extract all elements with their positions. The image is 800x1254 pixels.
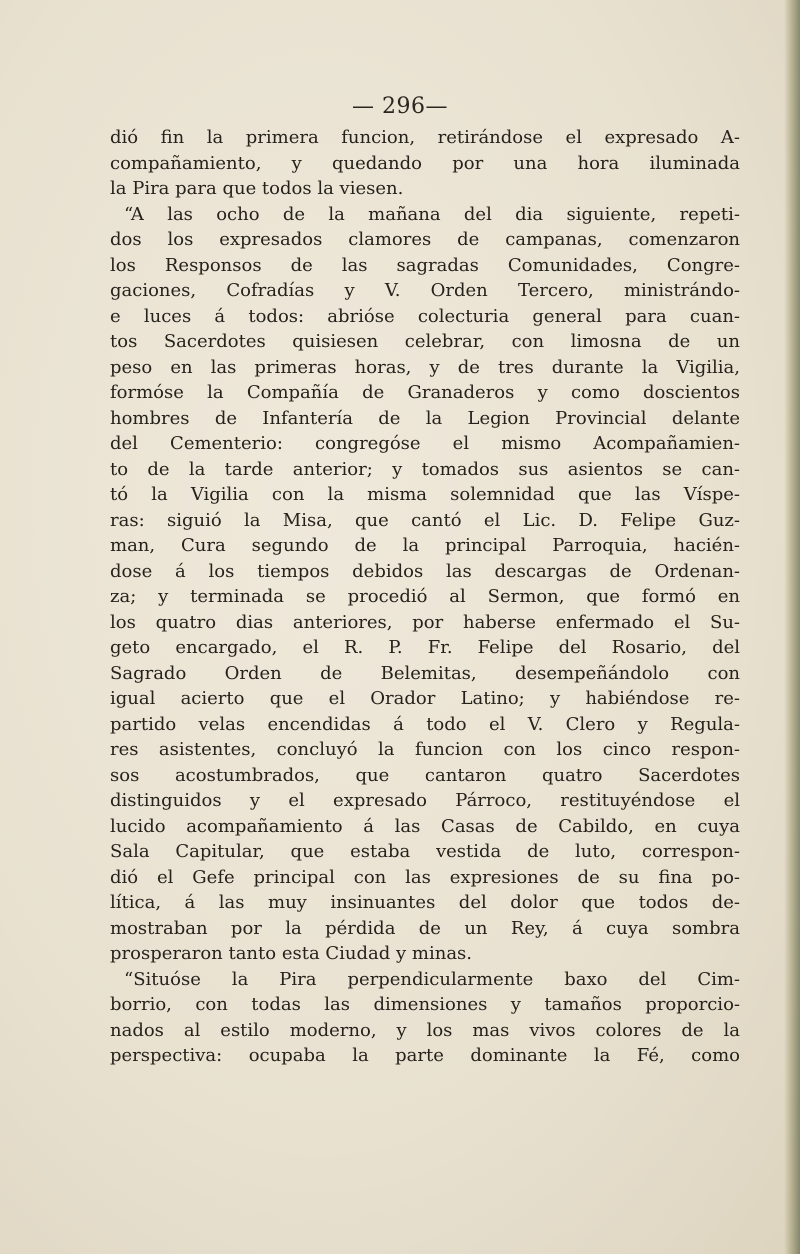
text-line: compañamiento, y quedando por una hora iluminada [110, 152, 740, 174]
text-line: peso en las primeras horas, y de tres durante la Vigilia, [110, 356, 740, 378]
text-line: za; y terminada se procedió al Sermon, que formó en [110, 586, 740, 607]
text-line: Sagrado Orden de Belemitas, desempeñándolo con [110, 662, 740, 684]
text-line: los quatro dias anteriores, por haberse enfermado el Su- [110, 611, 740, 633]
text-line: dió fin la primera funcion, retirándose el expresado A- [110, 127, 740, 148]
text-line: Sala Capitular, que estaba vestida de luto, correspon- [110, 841, 740, 862]
page-number: — 296— [352, 94, 448, 119]
text-line: borrio, con todas las dimensiones y tamaños proporcio- [110, 994, 740, 1015]
text-line: tó la Vigilia con la misma solemnidad que las Víspe- [110, 484, 740, 505]
text-line: to de la tarde anterior; y tomados sus asientos se can- [110, 458, 740, 480]
text-line: partido velas encendidas á todo el V. Clero y Regula- [110, 713, 740, 735]
text-line: dose á los tiempos debidos las descargas de Ordenan- [110, 560, 740, 582]
text-line: hombres de Infantería de la Legion Provincial delante [110, 407, 740, 429]
text-line: prosperaron tanto esta Ciudad y minas. [110, 943, 473, 964]
text-line: la Pira para que todos la viesen. [110, 178, 404, 199]
text-line: perspectiva: ocupaba la parte dominante la Fé, como [110, 1045, 740, 1066]
body-text [110, 125, 740, 1069]
text-line: del Cementerio: congregóse el mismo Acompañamien- [110, 433, 740, 454]
text-line: res asistentes, concluyó la funcion con los cinco respon- [110, 739, 740, 760]
text-line: los Responsos de las sagradas Comunidades, Congre- [110, 254, 740, 276]
text-line: geto encargado, el R. P. Fr. Felipe del Rosario, del [110, 637, 740, 658]
text-line: formóse la Compañía de Granaderos y como doscientos [110, 382, 740, 403]
text-line: lucido acompañamiento á las Casas de Cabildo, en cuya [110, 815, 740, 837]
text-line: distinguidos y el expresado Párroco, restituyéndose el [110, 790, 740, 811]
text-line: dió el Gefe principal con las expresiones de su fina po- [110, 866, 740, 888]
text-line: “Situóse la Pira perpendicularmente baxo del Cim- [124, 968, 740, 990]
text-line: dos los expresados clamores de campanas, comenzaron [110, 229, 740, 250]
text-line: nados al estilo moderno, y los mas vivos colores de la [110, 1019, 740, 1041]
text-line: lítica, á las muy insinuantes del dolor que todos de- [110, 892, 740, 913]
text-line: “A las ocho de la mañana del dia siguiente, repeti- [124, 203, 740, 225]
text-line: mostraban por la pérdida de un Rey, á cuya sombra [110, 917, 740, 939]
text-line: tos Sacerdotes quisiesen celebrar, con limosna de un [110, 331, 740, 352]
text-line: sos acostumbrados, que cantaron quatro Sacerdotes [110, 764, 740, 786]
text-line: e luces á todos: abrióse colecturia general para cuan- [110, 305, 740, 327]
text-line: man, Cura segundo de la principal Parroquia, hacién- [110, 535, 740, 556]
text-line: ras: siguió la Misa, que cantó el Lic. D. Felipe Guz- [110, 509, 740, 531]
text-line: igual acierto que el Orador Latino; y habiéndose re- [110, 688, 740, 709]
book-binding-edge [784, 0, 800, 1254]
text-line: gaciones, Cofradías y V. Orden Tercero, ministrándo- [110, 280, 740, 301]
